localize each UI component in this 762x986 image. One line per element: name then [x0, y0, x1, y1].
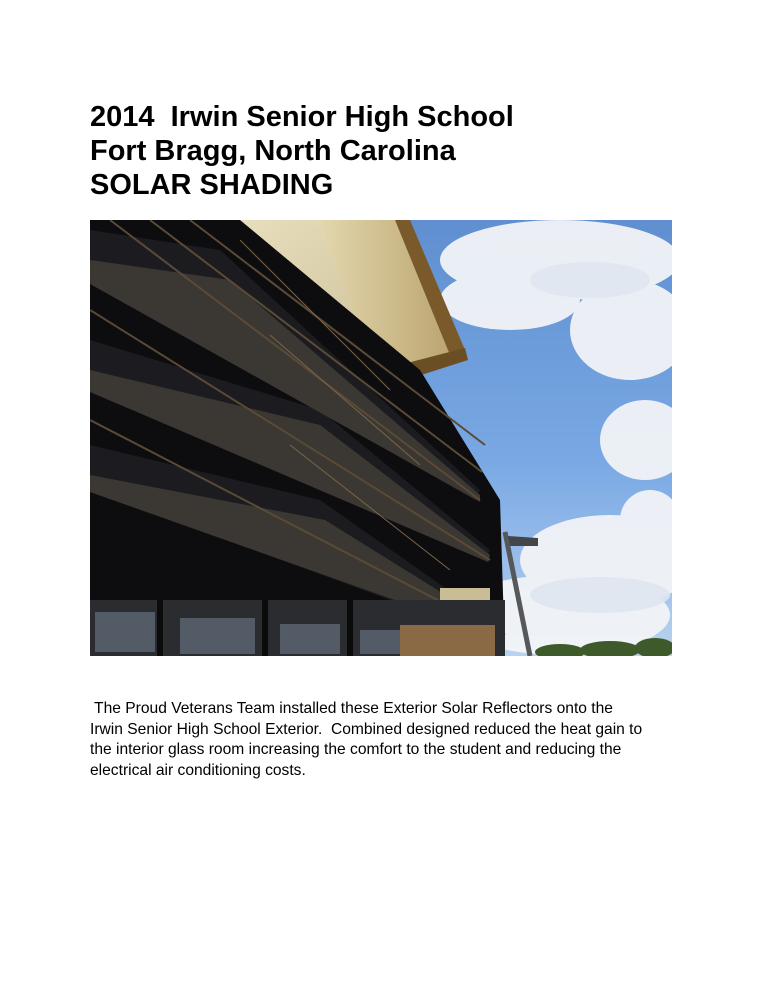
- caption-line: The Proud Veterans Team installed these Exterior Solar Reflectors onto the: [90, 700, 613, 717]
- solar-shading-photo: [90, 220, 672, 656]
- photo-caption: [90, 699, 680, 781]
- caption-line: electrical air conditioning costs.: [90, 761, 306, 779]
- caption-line: Irwin Senior High School Exterior. Combined designed reduced the heat gain to: [90, 720, 643, 738]
- caption-line: the interior glass room increasing the comfort to the student and reducing the: [90, 741, 622, 758]
- document-title: [90, 100, 514, 202]
- title-line-topic: SOLAR SHADING: [90, 169, 334, 201]
- title-line-location: Fort Bragg, North Carolina: [90, 135, 456, 167]
- title-line-year-school: 2014 Irwin Senior High School: [90, 101, 514, 133]
